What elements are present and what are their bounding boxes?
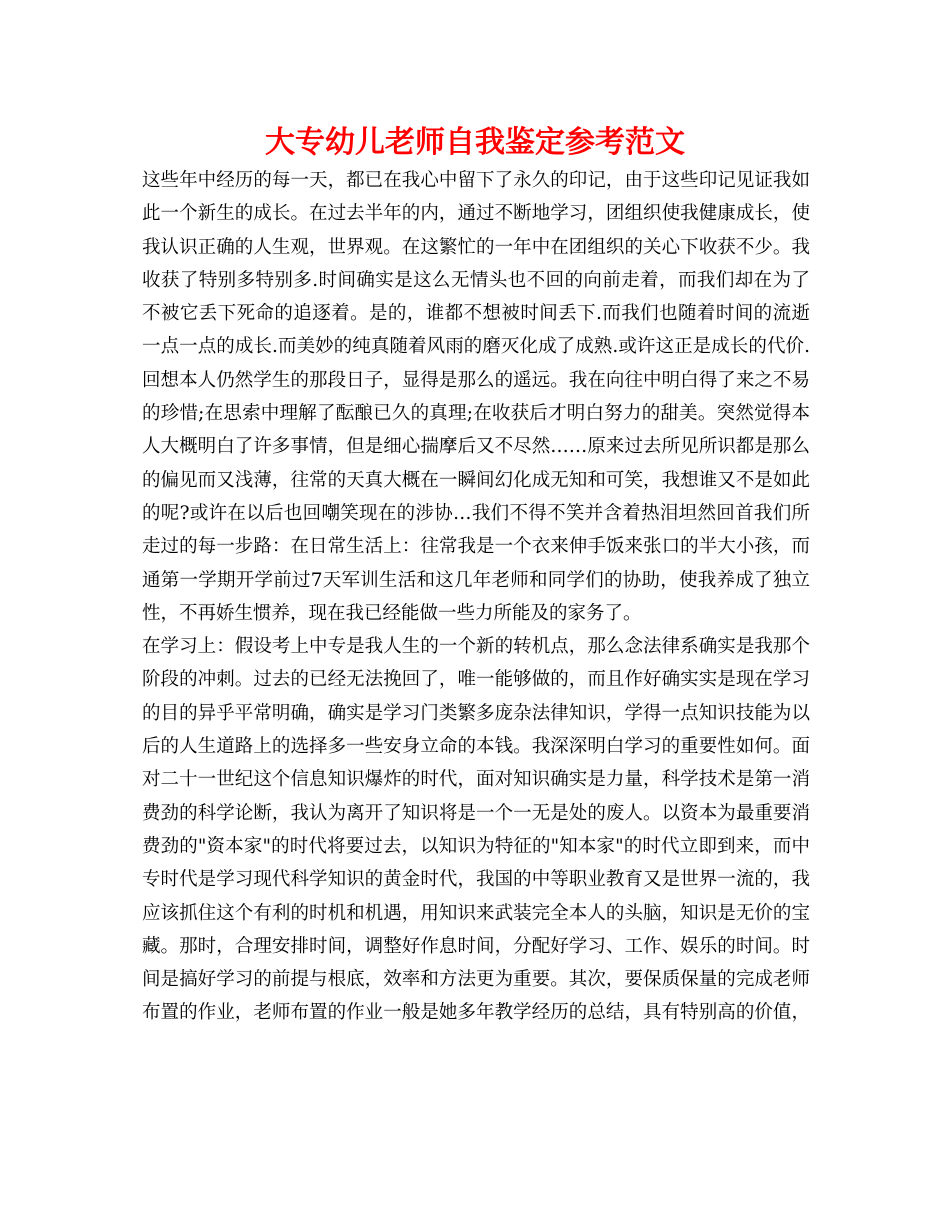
body-line: 的偏见而又浅薄，往常的天真大概在一瞬间幻化成无知和可笑，我想谁又不是如此 [142, 469, 810, 491]
body-line: 布置的作业，老师布置的作业一般是她多年教学经历的总结，具有特别高的价值， [142, 1002, 810, 1024]
body-line: 回想本人仍然学生的那段日子，显得是那么的遥远。我在向往中明白得了来之不易 [142, 369, 810, 391]
body-line: 费劲的"资本家"的时代将要过去，以知识为特征的"知本家"的时代立即到来，而中 [142, 835, 810, 857]
body-line: 的目的异乎平常明确，确实是学习门类繁多庞杂法律知识，学得一点知识技能为以 [142, 702, 810, 724]
body-line: 对二十一世纪这个信息知识爆炸的时代，面对知识确实是力量，科学技术是第一消 [142, 769, 810, 791]
body-line: 的珍惜;在思索中理解了酝酿已久的真理;在收获后才明白努力的甜美。突然觉得本 [142, 403, 810, 425]
body-line: 藏。那时，合理安排时间，调整好作息时间，分配好学习、工作、娱乐的时间。时 [142, 935, 810, 957]
body-line: 这些年中经历的每一天，都已在我心中留下了永久的印记，由于这些印记见证我如 [142, 170, 810, 191]
body-line: 应该抓住这个有利的时机和机遇，用知识来武装完全本人的头脑，知识是无价的宝 [142, 902, 810, 924]
body-line: 通第一学期开学前过7天军训生活和这几年老师和同学们的协助，使我养成了独立 [142, 569, 810, 591]
body-line: 不被它丢下死命的追逐着。是的，谁都不想被时间丢下.而我们也随着时间的流逝 [142, 303, 810, 325]
body-line: 专时代是学习现代科学知识的黄金时代，我国的中等职业教育又是世界一流的，我 [142, 869, 810, 891]
body-line: 收获了特别多特别多.时间确实是这么无情头也不回的向前走着，而我们却在为了 [142, 269, 810, 291]
body-line: 走过的每一步路：在日常生活上：往常我是一个衣来伸手饭来张口的半大小孩，而 [142, 536, 810, 558]
body-line: 我认识正确的人生观，世界观。在这繁忙的一年中在团组织的关心下收获不少。我 [142, 236, 810, 258]
body-line: 间是搞好学习的前提与根底，效率和方法更为重要。其次，要保质保量的完成老师 [142, 969, 810, 991]
body-line: 人大概明白了许多事情，但是细心揣摩后又不尽然……原来过去所见所识都是那么 [142, 436, 810, 458]
document-title: 大专幼儿老师自我鉴定参考范文 [265, 125, 685, 160]
body-line: 后的人生道路上的选择多一些安身立命的本钱。我深深明白学习的重要性如何。面 [142, 736, 810, 758]
body-line: 一点一点的成长.而美妙的纯真随着风雨的磨灭化成了成熟.或许这正是成长的代价. [142, 336, 810, 358]
body-line: 在学习上：假设考上中专是我人生的一个新的转机点，那么念法律系确实是我那个 [142, 636, 810, 658]
body-line: 的呢?或许在以后也回嘲笑现在的涉协…我们不得不笑并含着热泪坦然回首我们所 [142, 502, 810, 524]
body-line: 费劲的科学论断，我认为离开了知识将是一个一无是处的废人。以资本为最重要消 [142, 802, 810, 824]
body-line: 性，不再娇生惯养，现在我已经能做一些力所能及的家务了。 [142, 602, 642, 624]
body-line: 此一个新生的成长。在过去半年的内，通过不断地学习，团组织使我健康成长，使 [142, 203, 810, 225]
document-body [142, 164, 810, 1030]
body-line: 阶段的冲刺。过去的已经无法挽回了，唯一能够做的，而且作好确实实是现在学习 [142, 669, 810, 691]
